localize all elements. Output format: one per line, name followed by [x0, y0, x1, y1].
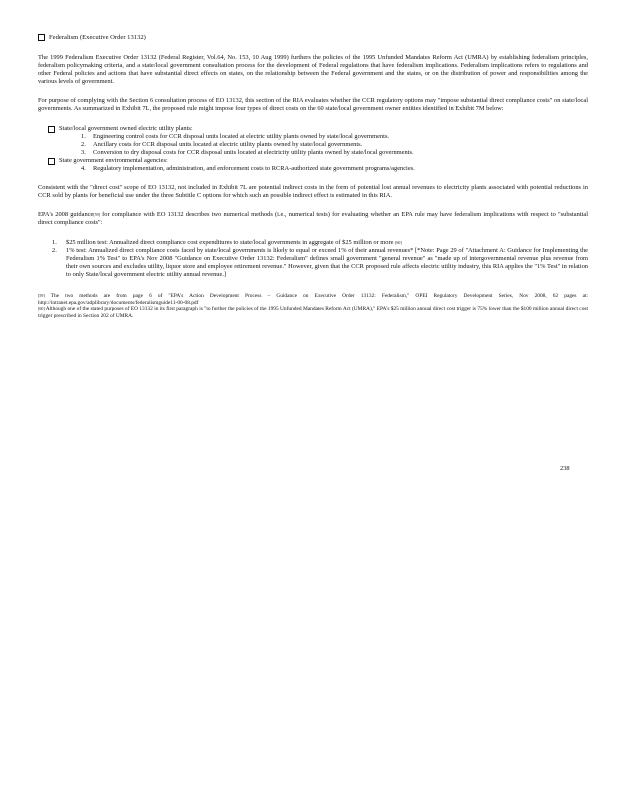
footnote: [60] Although one of the stated purposes of EO 13132 in its first paragraph is "to further the policies of the 1995 Unfunded Mandates Reform Act (UMRA)," EPA's $25 million annual direct cost trigger is 75% lower than the $100 million annual direct cost trigger prescribed in Section 202 of UMRA.	[38, 306, 588, 319]
paragraph-indirect-costs: Consistent with the "direct cost" scope of EO 13132, not included in Exhibit 7L are potential indirect costs in the form of potential lost annual revenues to electricity plants associated with potential reductions in CCR sold by plants for beneficial use under the three Subtitle C options for which such an possible indirect effect is estimated in this RIA.	[38, 184, 588, 200]
paragraph-epa-guidance: EPA's 2008 guidance[59] for compliance with EO 13132 describes two numerical methods (i.e., numerical tests) for evaluating whether an EPA rule may have federalism implications with respect to "substantial direct compliance costs":	[38, 211, 588, 227]
list-item: 3. Conversion to dry disposal costs for CCR disposal units located at electricity utility plants owned by state/local governments.	[81, 148, 414, 156]
section-heading: Federalism (Executive Order 13132)	[38, 34, 588, 41]
list-group-header: State/local government owned electric utility plants:	[38, 125, 588, 133]
list-item: 1. Engineering control costs for CCR disposal units located at electric utility plants owned by state/local governments.	[81, 132, 390, 140]
paragraph-federalism-overview: The 1999 Federalism Executive Order 13132 (Federal Register, Vol.64, No. 153, 10 Aug 1999) furthers the policies of the 1995 Unfunded Mandates Reform Act (UMRA) by establishing federalism principles, federalism policymaking criteria, and a state/local government consultation process for the development of Federal regulations that have federalism implications. Federalism implications refers to regulations and other Federal policies and actions that have substantial direct effects on states, on the relationship between the Federal government and the states, or on the distribution of power and responsibilities among the various levels of government.	[38, 54, 588, 86]
direct-cost-list	[38, 125, 588, 174]
footnotes	[38, 293, 588, 319]
checkbox-bullet-icon	[48, 158, 55, 165]
page-number: 238	[560, 465, 570, 472]
checkbox-bullet-icon	[38, 34, 45, 41]
list-group-header: State government environmental agencies:	[38, 157, 588, 165]
footnote-ref[interactable]: [60]	[395, 239, 402, 245]
list-item: 4. Regulatory implementation, administration, and enforcement costs to RCRA-authorized state government programs/agencies.	[81, 165, 415, 173]
paragraph-compliance-purpose: For purpose of complying with the Section 6 consultation process of EO 13132, this section of the RIA evaluates whether the CCR regulatory options may "impose substantial direct compliance costs" on state/local governments. As summarized in Exhibit 7L, the proposed rule might impose four types of direct costs on the 60 state/local government owner entities identified in Exhibit 7M below:	[38, 97, 588, 113]
list-item: 2. 1% test: Annualized direct compliance costs faced by state/local governments is likely to equal or exceed 1% of their annual revenues* [*Note: Page 29 of "Attachment A: Guidance for Implementing the Federalism 1% Test" to EPA's Nov 2008 "Guidance on Executive Order 13132: Federalism" defines small government "general revenue" as "made up of intergovernmental revenue plus revenue from their own sources and excludes utility, liquor store and employee retirement revenue." However, given that the CCR proposed rule affects electric utility industry, this RIA applies the "1% Test" in relation to only State/local government electric utility annual revenue.]	[52, 246, 588, 278]
footnote-ref[interactable]: [59]	[93, 212, 100, 218]
list-item: 2. Ancillary costs for CCR disposal units located at electric utility plants owned by state/local governments.	[81, 140, 363, 148]
footnote: [59] The two methods are from page 6 of "EPA's Action Development Process – Guidance on Executive Order 13132: Federalism," OPEI Regulatory Development Series, Nov 2008, 62 pages at: http://intranet.epa.gov/adplibrary/documents/federalismguide11-00-08.pdf	[38, 292, 588, 306]
document-page	[38, 34, 588, 319]
checkbox-bullet-icon	[48, 126, 55, 133]
numerical-tests-list	[38, 239, 588, 279]
list-item: 1. $25 million test: Annualized direct compliance cost expenditures to state/local governments in aggregate of $25 million or more [60]	[52, 238, 402, 246]
